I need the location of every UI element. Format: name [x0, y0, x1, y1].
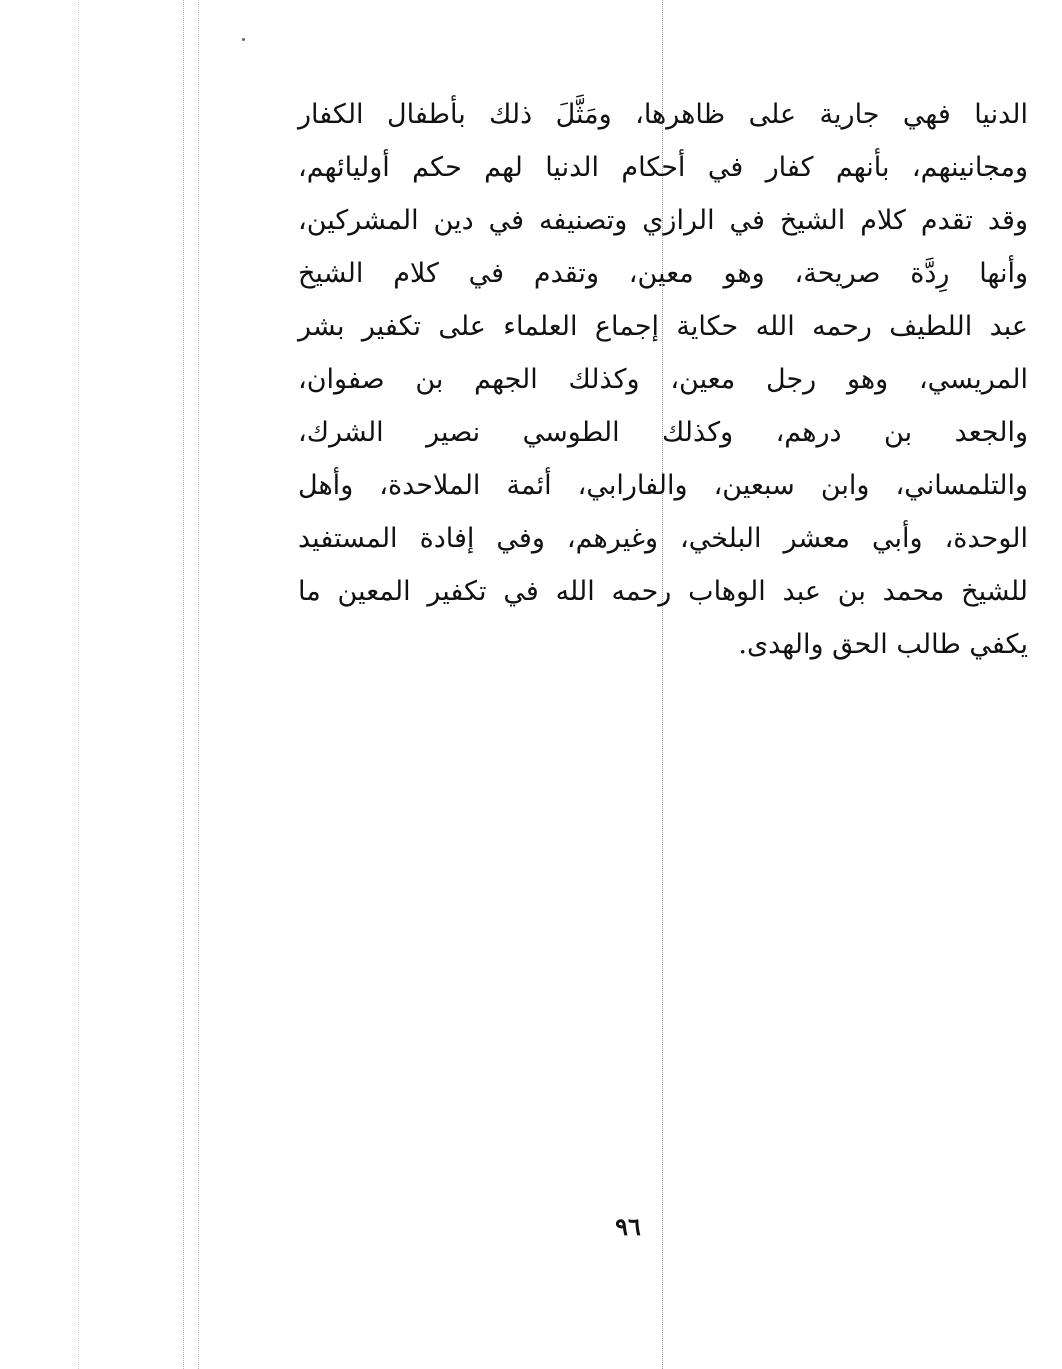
scan-speck — [242, 38, 245, 41]
page-number: ٩٦ — [615, 1212, 641, 1241]
text-line: والتلمساني، وابن سبعين، والفارابي، أئمة الملاحدة، وأهل — [298, 470, 1028, 501]
scan-edge-line — [198, 0, 199, 1369]
text-line: للشيخ محمد بن عبد الوهاب رحمه الله في تكفير المعين ما — [298, 576, 1028, 607]
text-line: يكفي طالب الحق والهدى. — [738, 629, 1028, 660]
scan-edge-line — [78, 0, 79, 1369]
scan-edge-line — [183, 0, 184, 1369]
text-line: وأنها رِدَّة صريحة، وهو معين، وتقدم في كلام الشيخ — [298, 258, 1028, 289]
text-line: عبد اللطيف رحمه الله حكاية إجماع العلماء على تكفير بشر — [298, 311, 1028, 342]
text-line: والجعد بن درهم، وكذلك الطوسي نصير الشرك، — [298, 417, 1028, 448]
text-line: الدنيا فهي جارية على ظاهرها، ومَثَّلَ ذلك بأطفال الكفار — [298, 99, 1028, 130]
text-line: المريسي، وهو رجل معين، وكذلك الجهم بن صفوان، — [298, 364, 1028, 395]
body-text — [298, 88, 1028, 671]
text-line: وقد تقدم كلام الشيخ في الرازي وتصنيفه في دين المشركين، — [298, 205, 1028, 236]
text-line: الوحدة، وأبي معشر البلخي، وغيرهم، وفي إفادة المستفيد — [298, 523, 1028, 554]
text-line: ومجانينهم، بأنهم كفار في أحكام الدنيا لهم حكم أوليائهم، — [298, 152, 1028, 183]
